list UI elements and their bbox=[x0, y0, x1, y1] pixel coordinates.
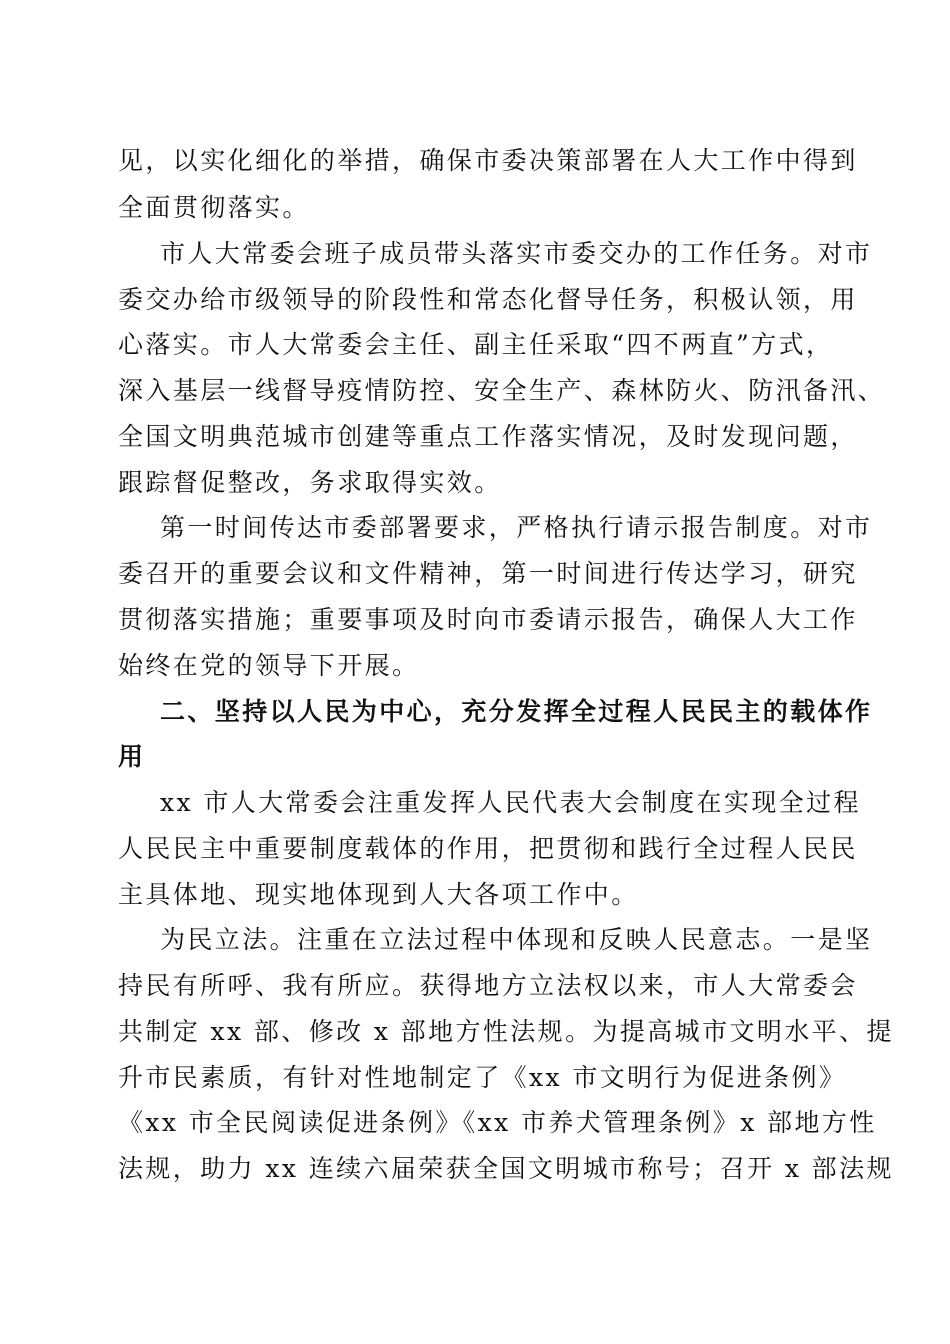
body-text-line: 《xx 市全民阅读促进条例》《xx 市养犬管理条例》x 部地方性 bbox=[118, 1108, 877, 1137]
paragraph-first-line: xx 市人大常委会注重发挥人民代表大会制度在实现全过程 bbox=[160, 788, 861, 817]
body-text-line: 人民民主中重要制度载体的作用，把贯彻和践行全过程人民民 bbox=[118, 834, 858, 863]
body-text-line: 共制定 xx 部、修改 x 部地方性法规。为提高城市文明水平、提 bbox=[118, 1017, 894, 1046]
body-text-line: 法规，助力 xx 连续六届荣获全国文明城市称号；召开 x 部法规 bbox=[118, 1154, 894, 1183]
body-text-line: 委召开的重要会议和文件精神，第一时间进行传达学习，研究 bbox=[118, 559, 858, 588]
body-text-line: 全国文明典范城市创建等重点工作落实情况，及时发现问题， bbox=[118, 422, 858, 451]
paragraph-first-line: 市人大常委会班子成员带头落实市委交办的工作任务。对市 bbox=[160, 239, 873, 268]
body-text-line: 见，以实化细化的举措，确保市委决策部署在人大工作中得到 bbox=[118, 146, 858, 175]
body-text-line: 跟踪督促整改，务求取得实效。 bbox=[118, 468, 502, 497]
body-text-line: 升市民素质，有针对性地制定了《xx 市文明行为促进条例》 bbox=[118, 1063, 847, 1092]
body-text-line: 贯彻落实措施；重要事项及时向市委请示报告，确保人大工作 bbox=[118, 605, 858, 634]
body-text-line: 全面贯彻落实。 bbox=[118, 193, 310, 222]
body-text-line: 深入基层一线督导疫情防控、安全生产、森林防火、防汛备汛、 bbox=[118, 376, 886, 405]
paragraph-first-line: 为民立法。注重在立法过程中体现和反映人民意志。一是坚 bbox=[160, 925, 873, 954]
section-heading-continuation: 用 bbox=[118, 742, 146, 771]
body-text-line: 持民有所呼、我有所应。获得地方立法权以来，市人大常委会 bbox=[118, 971, 858, 1000]
body-text-line: 主具体地、现实地体现到人大各项工作中。 bbox=[118, 880, 639, 909]
paragraph-first-line: 第一时间传达市委部署要求，严格执行请示报告制度。对市 bbox=[160, 513, 873, 542]
body-text-line: 委交办给市级领导的阶段性和常态化督导任务，积极认领，用 bbox=[118, 285, 858, 314]
body-text-line: 心落实。市人大常委会主任、副主任采取“四不两直”方式， bbox=[118, 330, 834, 359]
body-text-line: 始终在党的领导下开展。 bbox=[118, 651, 420, 680]
section-heading: 二、坚持以人民为中心，充分发挥全过程人民民主的载体作 bbox=[160, 697, 873, 726]
